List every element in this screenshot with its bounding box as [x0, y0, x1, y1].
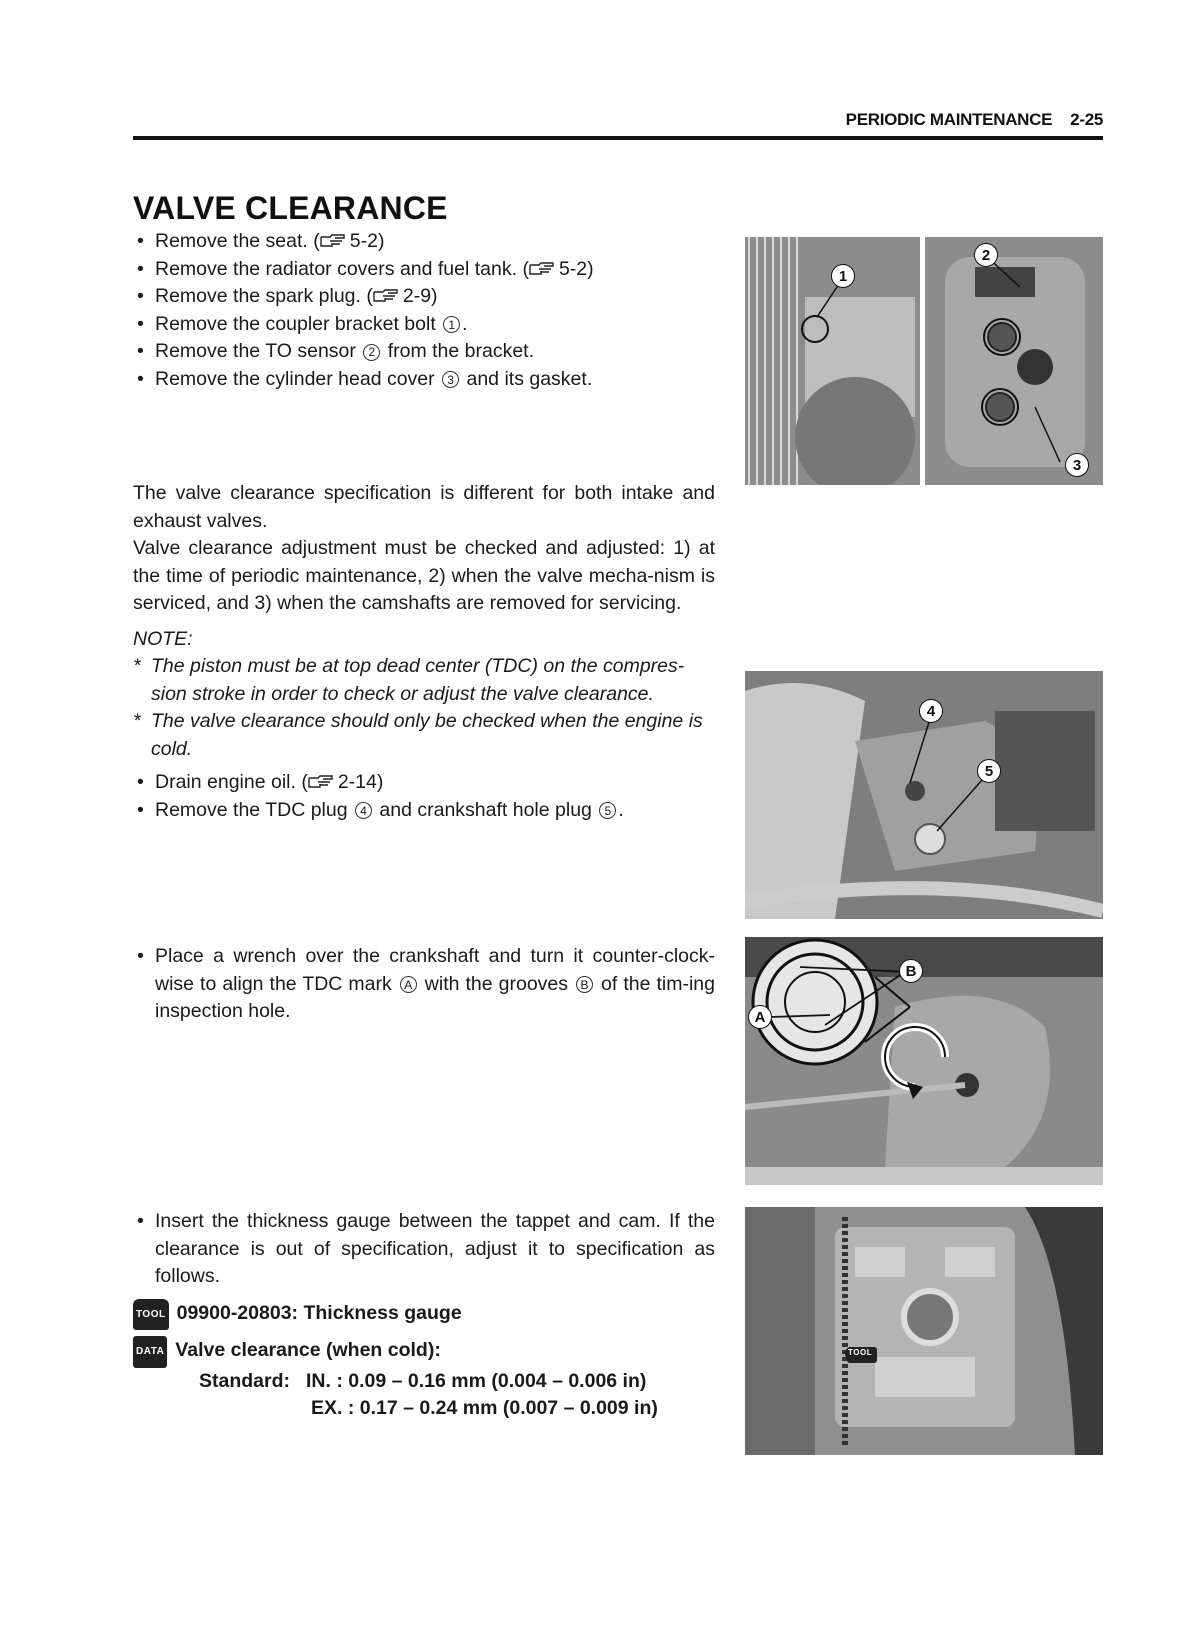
clearance-info: [133, 480, 715, 824]
reference-hand-icon: [529, 262, 559, 276]
callout-2: 2: [974, 243, 998, 267]
callout-5: 5: [977, 759, 1001, 783]
step-remove-to-sensor: • Remove the TO sensor 2 from the bracket.: [133, 338, 713, 366]
spec-intake: IN. : 0.09 – 0.16 mm (0.004 – 0.006 in): [306, 1369, 647, 1392]
photo-tdc-alignment: [745, 937, 1103, 1185]
step-remove-seat: • Remove the seat. ( 5-2): [133, 228, 713, 256]
step-remove-spark-plug: • Remove the spark plug. ( 2-9): [133, 283, 713, 311]
spec-label: Standard:: [199, 1369, 291, 1392]
callout-b: B: [899, 959, 923, 983]
callout-1: 1: [831, 264, 855, 288]
paragraph-spec-differs: The valve clearance specification is different for both intake and exhaust valves.: [133, 482, 715, 532]
note-label: NOTE:: [133, 627, 193, 650]
header-text: [846, 110, 1103, 130]
data-badge-icon: DATA: [133, 1336, 167, 1368]
tool-line: TOOL 09900-20803: Thickness gauge: [133, 1299, 715, 1331]
callout-ref-4: 4: [355, 802, 372, 819]
step-drain-oil: • Drain engine oil. ( 2-14): [133, 769, 715, 797]
photo-cylinder-head-cover: [745, 237, 1103, 485]
callout-ref-a: A: [400, 976, 417, 993]
align-tdc-step: [133, 943, 715, 1026]
callout-3: 3: [1065, 453, 1089, 477]
header-page-number: 2-25: [1070, 110, 1103, 129]
photo-tdc-plugs: [745, 671, 1103, 919]
step-remove-radiator-covers: • Remove the radiator covers and fuel tank. ( 5-2): [133, 256, 713, 284]
callout-a: A: [748, 1005, 772, 1029]
paragraph-adjustment: Valve clearance adjustment must be checked and adjusted: 1) at the time of periodic maintenance, 2) when the valve mecha-nism is serviced, and 3) when the camshafts are removed for servicing.: [133, 537, 715, 614]
spec-exhaust: EX. : 0.17 – 0.24 mm (0.007 – 0.009 in): [311, 1397, 658, 1419]
data-line: DATA Valve clearance (when cold):: [133, 1336, 715, 1368]
step-remove-tdc-plug: • Remove the TDC plug 4 and crankshaft hole plug 5 .: [133, 797, 715, 825]
measure-step: [133, 1208, 715, 1423]
photo-thickness-gauge: [745, 1207, 1103, 1455]
note-item: * The piston must be at top dead center (TDC) on the compres-sion stroke in order to check or adjust the valve clearance.: [133, 653, 715, 708]
step-align-tdc: • Place a wrench over the crankshaft and turn it counter-clock-wise to align the TDC mark A with the grooves B of the tim-ing inspection hole.: [133, 943, 715, 1026]
note-list: [133, 653, 715, 763]
page-header: [133, 106, 1103, 140]
tool-badge-icon: TOOL: [845, 1347, 875, 1358]
spec-standard: [133, 1368, 715, 1396]
section-title: VALVE CLEARANCE: [133, 190, 448, 226]
callout-ref-3: 3: [442, 371, 459, 388]
callout-ref-5: 5: [599, 802, 616, 819]
tool-badge-icon: TOOL: [133, 1299, 169, 1331]
reference-hand-icon: [320, 234, 350, 248]
callout-4: 4: [919, 699, 943, 723]
reference-hand-icon: [308, 775, 338, 789]
step-insert-gauge: • Insert the thickness gauge between the tappet and cam. If the clearance is out of specification, adjust it to specification as follows.: [133, 1208, 715, 1291]
step-remove-coupler-bolt: • Remove the coupler bracket bolt 1 .: [133, 311, 713, 339]
step-remove-head-cover: • Remove the cylinder head cover 3 and its gasket.: [133, 366, 713, 394]
header-section: PERIODIC MAINTENANCE: [845, 110, 1053, 129]
removal-steps: [133, 228, 713, 393]
callout-ref-2: 2: [363, 344, 380, 361]
reference-hand-icon: [373, 289, 403, 303]
callout-ref-1: 1: [443, 316, 460, 333]
note-item: * The valve clearance should only be checked when the engine is cold.: [133, 708, 715, 763]
callout-ref-b: B: [576, 976, 593, 993]
